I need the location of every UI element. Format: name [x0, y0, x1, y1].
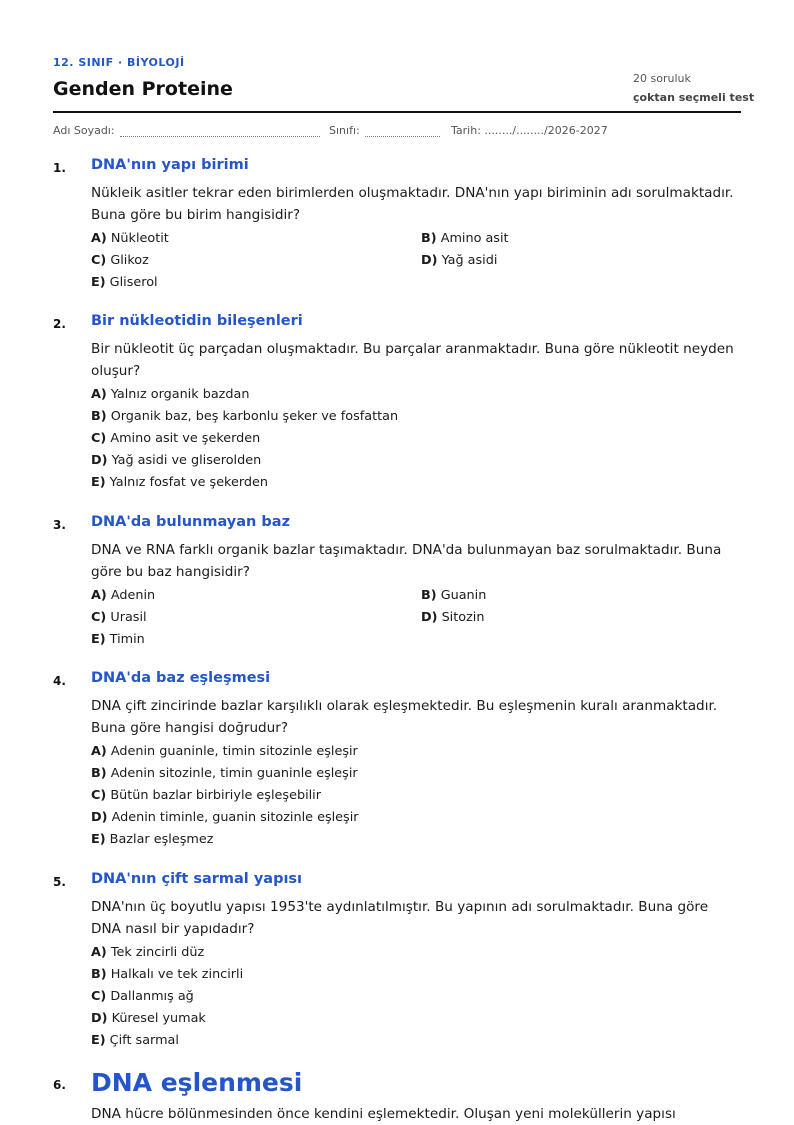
question-text: DNA ve RNA farklı organik bazlar taşımaktadır. DNA'da bulunmayan baz sorulmaktadır. Buna göre bu baz hangisidir? [91, 542, 722, 580]
option-d[interactable]: D) Adenin timinle, guanin sitozinle eşleşir [91, 810, 359, 825]
option-e[interactable]: E) Yalnız fosfat ve şekerden [91, 475, 269, 490]
grade-subject-label: 12. SINIF · BİYOLOJİ [53, 56, 185, 69]
question-text: Bir nükleotit üç parçadan oluşmaktadır. Bu parçalar aranmaktadır. Buna göre nükleotit neyden oluşur? [91, 341, 734, 379]
question-number: 5. [53, 875, 66, 889]
date-label: Tarih: ......../......../2026-2027 [451, 124, 608, 137]
question-count: 20 soruluk [633, 72, 691, 85]
question-number: 3. [53, 518, 66, 532]
option-a[interactable]: A) Adenin [91, 588, 156, 603]
student-info-fields [53, 124, 741, 140]
option-e[interactable]: E) Gliserol [91, 275, 158, 290]
option-b[interactable]: B) Amino asit [421, 231, 509, 246]
question-title: DNA'da baz eşleşmesi [91, 670, 271, 686]
question-title: DNA'nın yapı birimi [91, 157, 249, 173]
option-a[interactable]: A) Tek zincirli düz [91, 945, 205, 960]
option-e[interactable]: E) Bazlar eşleşmez [91, 832, 214, 847]
page-title: Genden Proteine [53, 78, 233, 100]
question-number: 6. [53, 1078, 66, 1092]
class-blank[interactable] [365, 126, 440, 137]
question-text: DNA'nın üç boyutlu yapısı 1953'te aydınlatılmıştır. Bu yapının adı sorulmaktadır. Buna göre DNA nasıl bir yapıdadır? [91, 899, 709, 937]
option-b[interactable]: B) Halkalı ve tek zincirli [91, 967, 244, 982]
option-d[interactable]: D) Sitozin [421, 610, 485, 625]
option-d[interactable]: D) Yağ asidi ve gliserolden [91, 453, 262, 468]
question-title: DNA'nın çift sarmal yapısı [91, 871, 303, 887]
name-blank[interactable] [120, 126, 320, 137]
option-e[interactable]: E) Çift sarmal [91, 1033, 179, 1048]
option-d[interactable]: D) Küresel yumak [91, 1011, 206, 1026]
question-number: 4. [53, 674, 66, 688]
class-field[interactable] [329, 124, 440, 137]
question-number: 2. [53, 317, 66, 331]
class-label: Sınıfı: [329, 124, 360, 137]
option-c[interactable]: C) Dallanmış ağ [91, 989, 194, 1004]
header-divider [53, 111, 741, 113]
question-text: Nükleik asitler tekrar eden birimlerden oluşmaktadır. DNA'nın yapı biriminin adı sorulmaktadır. Buna göre bu birim hangisidir? [91, 185, 734, 223]
option-b[interactable]: B) Organik baz, beş karbonlu şeker ve fosfattan [91, 409, 399, 424]
option-a[interactable]: A) Yalnız organik bazdan [91, 387, 250, 402]
option-a[interactable]: A) Adenin guaninle, timin sitozinle eşleşir [91, 744, 358, 759]
question-title: DNA'da bulunmayan baz [91, 514, 291, 530]
name-field[interactable] [53, 124, 320, 137]
question-title: DNA eşlenmesi [91, 1068, 303, 1097]
option-c[interactable]: C) Urasil [91, 610, 147, 625]
test-type: çoktan seçmeli test [633, 91, 755, 104]
option-a[interactable]: A) Nükleotit [91, 231, 169, 246]
question-text: DNA çift zincirinde bazlar karşılıklı olarak eşleşmektedir. Bu eşleşmenin kuralı aranmaktadır. Buna göre hangisi doğrudur? [91, 698, 718, 736]
option-b[interactable]: B) Adenin sitozinle, timin guaninle eşleşir [91, 766, 358, 781]
option-b[interactable]: B) Guanin [421, 588, 487, 603]
question-text: DNA hücre bölünmesinden önce kendini eşlemektedir. Oluşan yeni moleküllerin yapısı [91, 1106, 676, 1122]
question-title: Bir nükleotidin bileşenleri [91, 313, 303, 329]
name-label: Adı Soyadı: [53, 124, 115, 137]
option-e[interactable]: E) Timin [91, 632, 145, 647]
question-number: 1. [53, 161, 66, 175]
date-field [451, 124, 608, 137]
option-c[interactable]: C) Glikoz [91, 253, 149, 268]
option-c[interactable]: C) Bütün bazlar birbiriyle eşleşebilir [91, 788, 321, 803]
option-c[interactable]: C) Amino asit ve şekerden [91, 431, 261, 446]
option-d[interactable]: D) Yağ asidi [421, 253, 498, 268]
